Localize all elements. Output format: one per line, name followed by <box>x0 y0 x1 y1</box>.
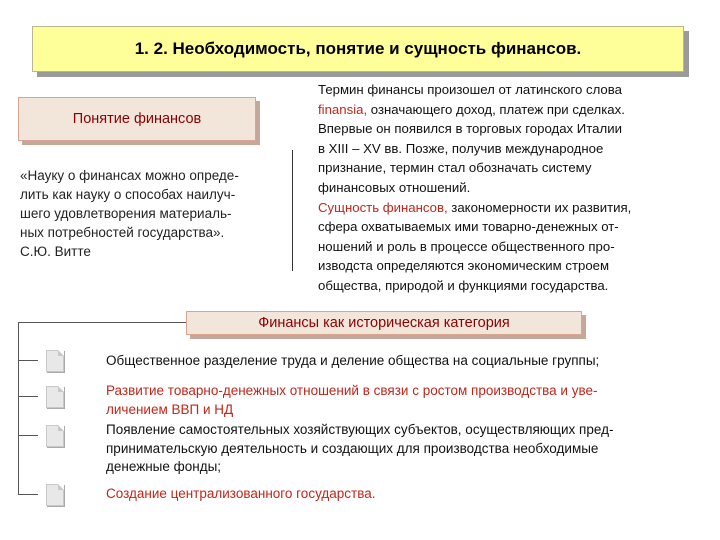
essence-phrase: Сущность финансов, <box>318 199 448 215</box>
quote-line: ных потребностей государства». <box>20 225 225 240</box>
document-icon <box>46 350 64 372</box>
term-line <box>318 100 698 120</box>
term-line: ношений и роль в процессе общественного про- <box>318 238 615 254</box>
term-line: финансовых отношений. <box>318 179 471 195</box>
term-line: общества, природой и функциями государства. <box>318 277 609 293</box>
term-line: в XIII – XV вв. Позже, получив международное <box>318 140 604 156</box>
bracket-tick <box>18 396 38 397</box>
concept-label-box: Понятие финансов <box>18 97 256 141</box>
witte-quote <box>20 166 290 261</box>
item-line: Появление самостоятельных хозяйствующих субъектов, осуществляющих пред- <box>106 422 614 437</box>
term-line: Термин финансы произошел от латинского слова <box>318 82 622 97</box>
category-item <box>106 421 706 477</box>
document-icon <box>46 386 64 408</box>
category-item: Общественное разделение труда и деление общества на социальные группы; <box>106 353 600 368</box>
document-icon <box>46 484 64 506</box>
bracket-line <box>18 322 19 495</box>
category-label-box: Финансы как историческая категория <box>186 311 582 335</box>
term-paragraph <box>318 80 698 296</box>
divider-line <box>292 150 293 271</box>
term-line-rest: закономерности их развития, <box>447 199 632 215</box>
slide-title: 1. 2. Необходимость, понятие и сущность финансов. <box>32 26 684 72</box>
bracket-tick <box>18 435 38 436</box>
bracket-tick <box>18 494 38 495</box>
document-icon <box>46 425 64 447</box>
term-line-rest: означающего доход, платеж при сделках. <box>367 101 625 117</box>
term-line: сфера охватываемых ими товарно-денежных от- <box>318 219 619 235</box>
category-item <box>106 382 706 419</box>
item-line: личением ВВП и НД <box>106 401 234 417</box>
bracket-line <box>18 322 186 323</box>
term-line: изводста определяются экономическим строем <box>318 258 610 274</box>
term-line: признание, термин стал обозначать систему <box>318 160 592 176</box>
bracket-tick <box>18 360 38 361</box>
item-line: денежные фонды; <box>106 459 222 474</box>
item-line: принимательскую деятельность и создающих для производства необходимые <box>106 440 599 456</box>
quote-author: С.Ю. Витте <box>20 244 91 259</box>
quote-line: лить как науку о способах наилуч- <box>20 187 236 202</box>
category-item: Создание централизованного государства. <box>106 486 376 501</box>
finansia-word: finansia, <box>318 101 368 117</box>
item-line: Развитие товарно-денежных отношений в связи с ростом производства и уве- <box>106 383 598 398</box>
quote-line: шего удовлетворения материаль- <box>20 206 232 221</box>
quote-line: «Науку о финансах можно опреде- <box>20 168 239 183</box>
term-line <box>318 198 698 218</box>
term-line: Впервые он появился в торговых городах Италии <box>318 121 622 137</box>
